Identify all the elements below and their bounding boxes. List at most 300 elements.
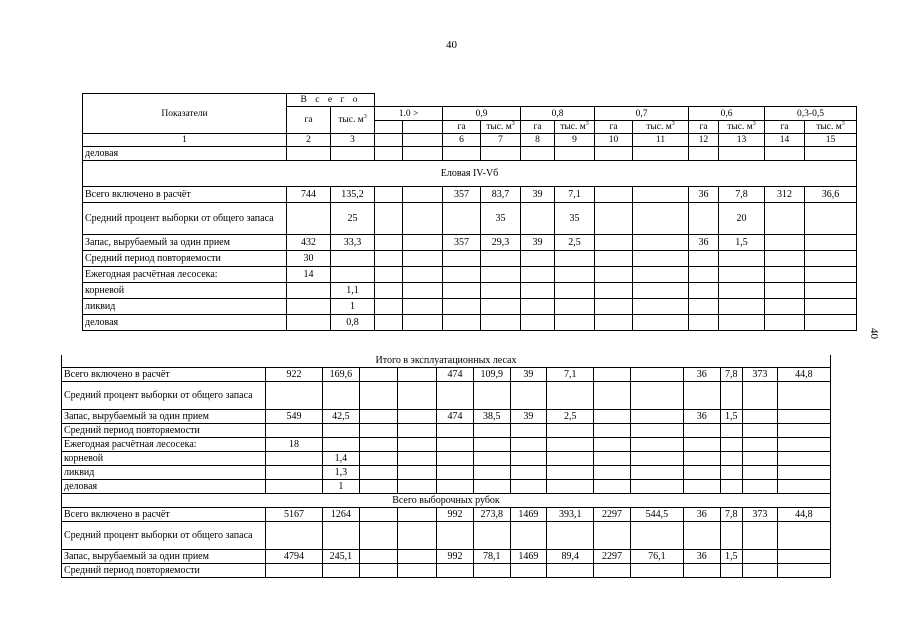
table-cell: 5167 [265,508,322,522]
table-cell [510,452,547,466]
table-cell [359,550,398,564]
table-cell [287,283,331,299]
table-cell [287,147,331,161]
table-row [62,550,831,564]
table-cell [375,147,403,161]
table-cell: 169,6 [323,368,360,382]
table-cell [323,382,360,410]
subheader-thous-m3: тыс. $м^3$ [805,121,857,134]
table-cell: 245,1 [323,550,360,564]
table-cell [689,315,719,331]
table-row [83,203,857,235]
table-row [62,480,831,494]
table-cell [805,283,857,299]
header-col-0-7: 0,7 [595,107,689,121]
table-cell [719,299,765,315]
table-cell [765,251,805,267]
table-cell [547,452,594,466]
table-cell [777,550,830,564]
table-cell [265,466,322,480]
table-cell [683,466,720,480]
row-label: Всего включено в расчёт [62,508,266,522]
table-row [62,368,831,382]
table-cell: 7,1 [555,187,595,203]
table-cell [777,466,830,480]
table-cell [555,251,595,267]
table-cell [683,382,720,410]
table-cell: 18 [265,438,322,452]
row-label: Средний период повторяемости [83,251,287,267]
table-cell [443,267,481,283]
header-col-0-3-0-5: 0,3-0,5 [765,107,857,121]
table-cell: 76,1 [630,550,683,564]
table-cell [265,522,322,550]
table-cell [765,315,805,331]
table-row [62,564,831,578]
table-cell: 312 [765,187,805,203]
table-row [83,251,857,267]
table-cell [510,480,547,494]
table-cell [323,522,360,550]
table-cell: 1,5 [720,410,742,424]
table-cell [481,283,521,299]
table-cell [547,564,594,578]
table-cell: 544,5 [630,508,683,522]
row-label: Всего включено в расчёт [83,187,287,203]
table-cell [630,452,683,466]
table-cell: 2,5 [555,235,595,251]
table-cell [481,251,521,267]
table-cell [689,147,719,161]
table-cell [633,251,689,267]
table-row [62,410,831,424]
table-cell [594,410,631,424]
table-cell [521,299,555,315]
table-cell [437,424,474,438]
table-cell: 2,5 [547,410,594,424]
table-cell [265,564,322,578]
table-cell [595,147,633,161]
header-col-0-9: 0,9 [443,107,521,121]
header-total: В с е г о [287,94,375,107]
table-cell [633,147,689,161]
table-cell [555,299,595,315]
row-label: Запас, вырубаемый за один прием [62,410,266,424]
table-cell [595,267,633,283]
table-cell [437,438,474,452]
table-cell [437,564,474,578]
table-cell [375,187,403,203]
table-cell [521,267,555,283]
table-cell [265,424,322,438]
table-cell [265,480,322,494]
table-row [83,299,857,315]
table-cell: 549 [265,410,322,424]
table-cell [630,522,683,550]
table-cell [443,251,481,267]
table-cell [265,382,322,410]
row-label: деловая [83,315,287,331]
table-cell [805,267,857,283]
table-row [83,283,857,299]
table-cell: 135,2 [331,187,375,203]
table-cell [765,203,805,235]
table-cell [398,466,437,480]
subheader-ga: га [689,121,719,134]
table-cell: 35 [555,203,595,235]
table-cell: 36 [683,550,720,564]
table-cell [594,522,631,550]
table-cell [630,410,683,424]
table-cell: 39 [510,368,547,382]
table-cell [765,299,805,315]
table-cell [359,382,398,410]
table-cell: 393,1 [547,508,594,522]
table-row [83,147,857,161]
table-cell [743,382,778,410]
table-cell: 78,1 [473,550,510,564]
table-cell [359,410,398,424]
table-cell [521,283,555,299]
table-cell: 36 [683,368,720,382]
table-cell [359,522,398,550]
table-cell: 2297 [594,508,631,522]
table-cell [398,424,437,438]
table-cell [805,251,857,267]
table-cell: 922 [265,368,322,382]
table-cell [331,147,375,161]
table-cell [403,267,443,283]
table-cell [777,480,830,494]
subheader-thous-m3: тыс. $м^3$ [555,121,595,134]
table-cell [689,267,719,283]
subheader-ga: га [443,121,481,134]
table-cell [743,438,778,452]
table-cell [719,283,765,299]
table-cell [689,251,719,267]
table-cell [375,315,403,331]
table-row [83,187,857,203]
table-cell [547,466,594,480]
table-cell [805,299,857,315]
table-cell: 1 [331,299,375,315]
table-cell: 2297 [594,550,631,564]
table-cell [473,438,510,452]
table-cell [683,522,720,550]
table-cell [630,368,683,382]
table-cell: 38,5 [473,410,510,424]
table-cell [547,424,594,438]
table-cell: 89,4 [547,550,594,564]
subheader-ga: га [765,121,805,134]
table-cell [287,315,331,331]
table-cell: 7,8 [720,508,742,522]
table-row [83,315,857,331]
table-cell: 36 [689,235,719,251]
subheader-thous-m3: тыс. $м^3$ [719,121,765,134]
table-cell: 35 [481,203,521,235]
table-cell [437,522,474,550]
row-label: Средний процент выборки от общего запаса [62,382,266,410]
table-cell [481,299,521,315]
table-cell [359,452,398,466]
table-cell: 273,8 [473,508,510,522]
table-cell [633,267,689,283]
row-label: корневой [83,283,287,299]
table-cell [375,299,403,315]
table-row [83,267,857,283]
table-cell [375,203,403,235]
table-cell [403,299,443,315]
table-cell [595,203,633,235]
table-cell [473,522,510,550]
table-cell: 1,5 [719,235,765,251]
table-row [62,522,831,550]
table-cell: 1 [323,480,360,494]
row-label: Средний процент выборки от общего запаса [83,203,287,235]
section-title-selective: Всего выборочных рубок [62,494,831,508]
table-cell [510,466,547,480]
table-cell [683,564,720,578]
table-cell [473,424,510,438]
table-cell [720,480,742,494]
table-cell: 39 [521,235,555,251]
table-cell: 1,1 [331,283,375,299]
table-cell [777,438,830,452]
table-cell [683,438,720,452]
table-cell [633,315,689,331]
row-label: ликвид [62,466,266,480]
table-cell: 14 [287,267,331,283]
table-cell [595,187,633,203]
table-cell [547,522,594,550]
row-label: Средний процент выборки от общего запаса [62,522,266,550]
table-cell [403,315,443,331]
table-cell [359,368,398,382]
table-cell: 39 [510,410,547,424]
table-cell [403,203,443,235]
table-cell [765,267,805,283]
table-cell [765,283,805,299]
table-cell: 357 [443,187,481,203]
table-cell [594,438,631,452]
table-cell: 7,8 [719,187,765,203]
table-cell [805,315,857,331]
table-cell [683,452,720,466]
table-cell [359,480,398,494]
table-cell: 474 [437,410,474,424]
table-cell: 1469 [510,550,547,564]
table-cell [521,315,555,331]
table-cell [555,147,595,161]
table-row [83,235,857,251]
table-cell [633,283,689,299]
table-cell [765,235,805,251]
table-cell [375,251,403,267]
table-cell [595,299,633,315]
table-cell [375,235,403,251]
table-cell: 1,4 [323,452,360,466]
table-cell [720,564,742,578]
row-label: Всего включено в расчёт [62,368,266,382]
table-cell [633,299,689,315]
table-cell: 36,6 [805,187,857,203]
row-label: ликвид [83,299,287,315]
table-cell [720,382,742,410]
table-cell [398,452,437,466]
table-cell [323,564,360,578]
table-cell [777,410,830,424]
table-row [62,466,831,480]
table-cell [473,466,510,480]
row-label: деловая [83,147,287,161]
header-col-0-6: 0,6 [689,107,765,121]
table-cell [683,424,720,438]
table-cell: 39 [521,187,555,203]
table-cell [398,480,437,494]
table-cell [521,147,555,161]
table-cell [403,235,443,251]
table-cell [359,508,398,522]
table-cell: 744 [287,187,331,203]
table-cell [719,315,765,331]
table-cell [555,315,595,331]
table-cell: 36 [689,187,719,203]
table-cell [403,147,443,161]
table-cell: 20 [719,203,765,235]
table-cell [287,299,331,315]
table-cell [473,480,510,494]
table-cell [398,550,437,564]
table-cell [689,203,719,235]
table-cell: 7,8 [720,368,742,382]
subheader-thous-m3: тыс. $м^3$ [481,121,521,134]
table-cell: 42,5 [323,410,360,424]
table-cell: 44,8 [777,368,830,382]
table-cell [331,251,375,267]
table-cell [720,424,742,438]
table-cell [510,424,547,438]
table-cell [403,251,443,267]
table-cell: 373 [743,368,778,382]
table-cell: 44,8 [777,508,830,522]
table-cell [630,466,683,480]
table-cell [398,564,437,578]
table-cell [398,410,437,424]
table-cell [481,315,521,331]
table-cell: 30 [287,251,331,267]
table-cell [777,564,830,578]
table-cell [510,564,547,578]
table-cell [594,564,631,578]
table-cell [630,382,683,410]
subheader-ga: га [521,121,555,134]
table-cell [359,424,398,438]
table-cell [443,203,481,235]
table-cell [594,466,631,480]
table-cell [547,438,594,452]
table-cell: 83,7 [481,187,521,203]
row-label: Запас, вырубаемый за один прием [62,550,266,564]
row-label: Запас, вырубаемый за один прием [83,235,287,251]
table-cell [595,235,633,251]
table-cell [398,368,437,382]
table-cell [403,187,443,203]
table-cell [473,452,510,466]
table-cell [777,522,830,550]
table-cell: 29,3 [481,235,521,251]
table-cell [595,283,633,299]
table-cell [473,382,510,410]
section-title-spruce: Еловая IV-Vб [83,161,857,187]
table-cell [359,564,398,578]
table-cell [437,466,474,480]
table-cell [547,382,594,410]
table-cell [398,522,437,550]
table-cell [630,480,683,494]
header-indicators: Показатели [83,94,287,134]
table-cell [359,438,398,452]
table-cell: 992 [437,550,474,564]
table-cell [594,480,631,494]
table-cell [481,147,521,161]
table-cell [743,564,778,578]
table-cell [547,480,594,494]
table-cell [510,522,547,550]
table-cell [595,315,633,331]
table-cell: 992 [437,508,474,522]
table-cell [481,267,521,283]
table-cell [437,452,474,466]
table-cell [683,480,720,494]
table-cell [398,382,437,410]
header-col-0-8: 0,8 [521,107,595,121]
table-cell: 36 [683,410,720,424]
table-row [62,382,831,410]
header-thous-m3: тыс. $м^3$ [331,107,375,134]
table-cell [720,452,742,466]
table-cell: 109,9 [473,368,510,382]
table-cell [720,438,742,452]
table-cell [443,299,481,315]
table-cell [720,522,742,550]
table-cell: 33,3 [331,235,375,251]
table-cell [595,251,633,267]
table-cell: 1,5 [720,550,742,564]
table-row [62,438,831,452]
table-cell [743,452,778,466]
table-cell [437,382,474,410]
table-cell [594,368,631,382]
table-cell: 7,1 [547,368,594,382]
table-cell: 1,3 [323,466,360,480]
table-cell: 1264 [323,508,360,522]
table-cell [437,480,474,494]
table-row [62,424,831,438]
table-cell [805,235,857,251]
table-cell: 357 [443,235,481,251]
row-label: Ежегодная расчётная лесосека: [62,438,266,452]
page-number-side: 40 [868,328,880,339]
table-cell [521,251,555,267]
table-cell [689,299,719,315]
subheader-thous-m3: тыс. $м^3$ [633,121,689,134]
table-cell [510,438,547,452]
table-cell [777,424,830,438]
table-cell [689,283,719,299]
table-cell [398,508,437,522]
table-cell [443,147,481,161]
